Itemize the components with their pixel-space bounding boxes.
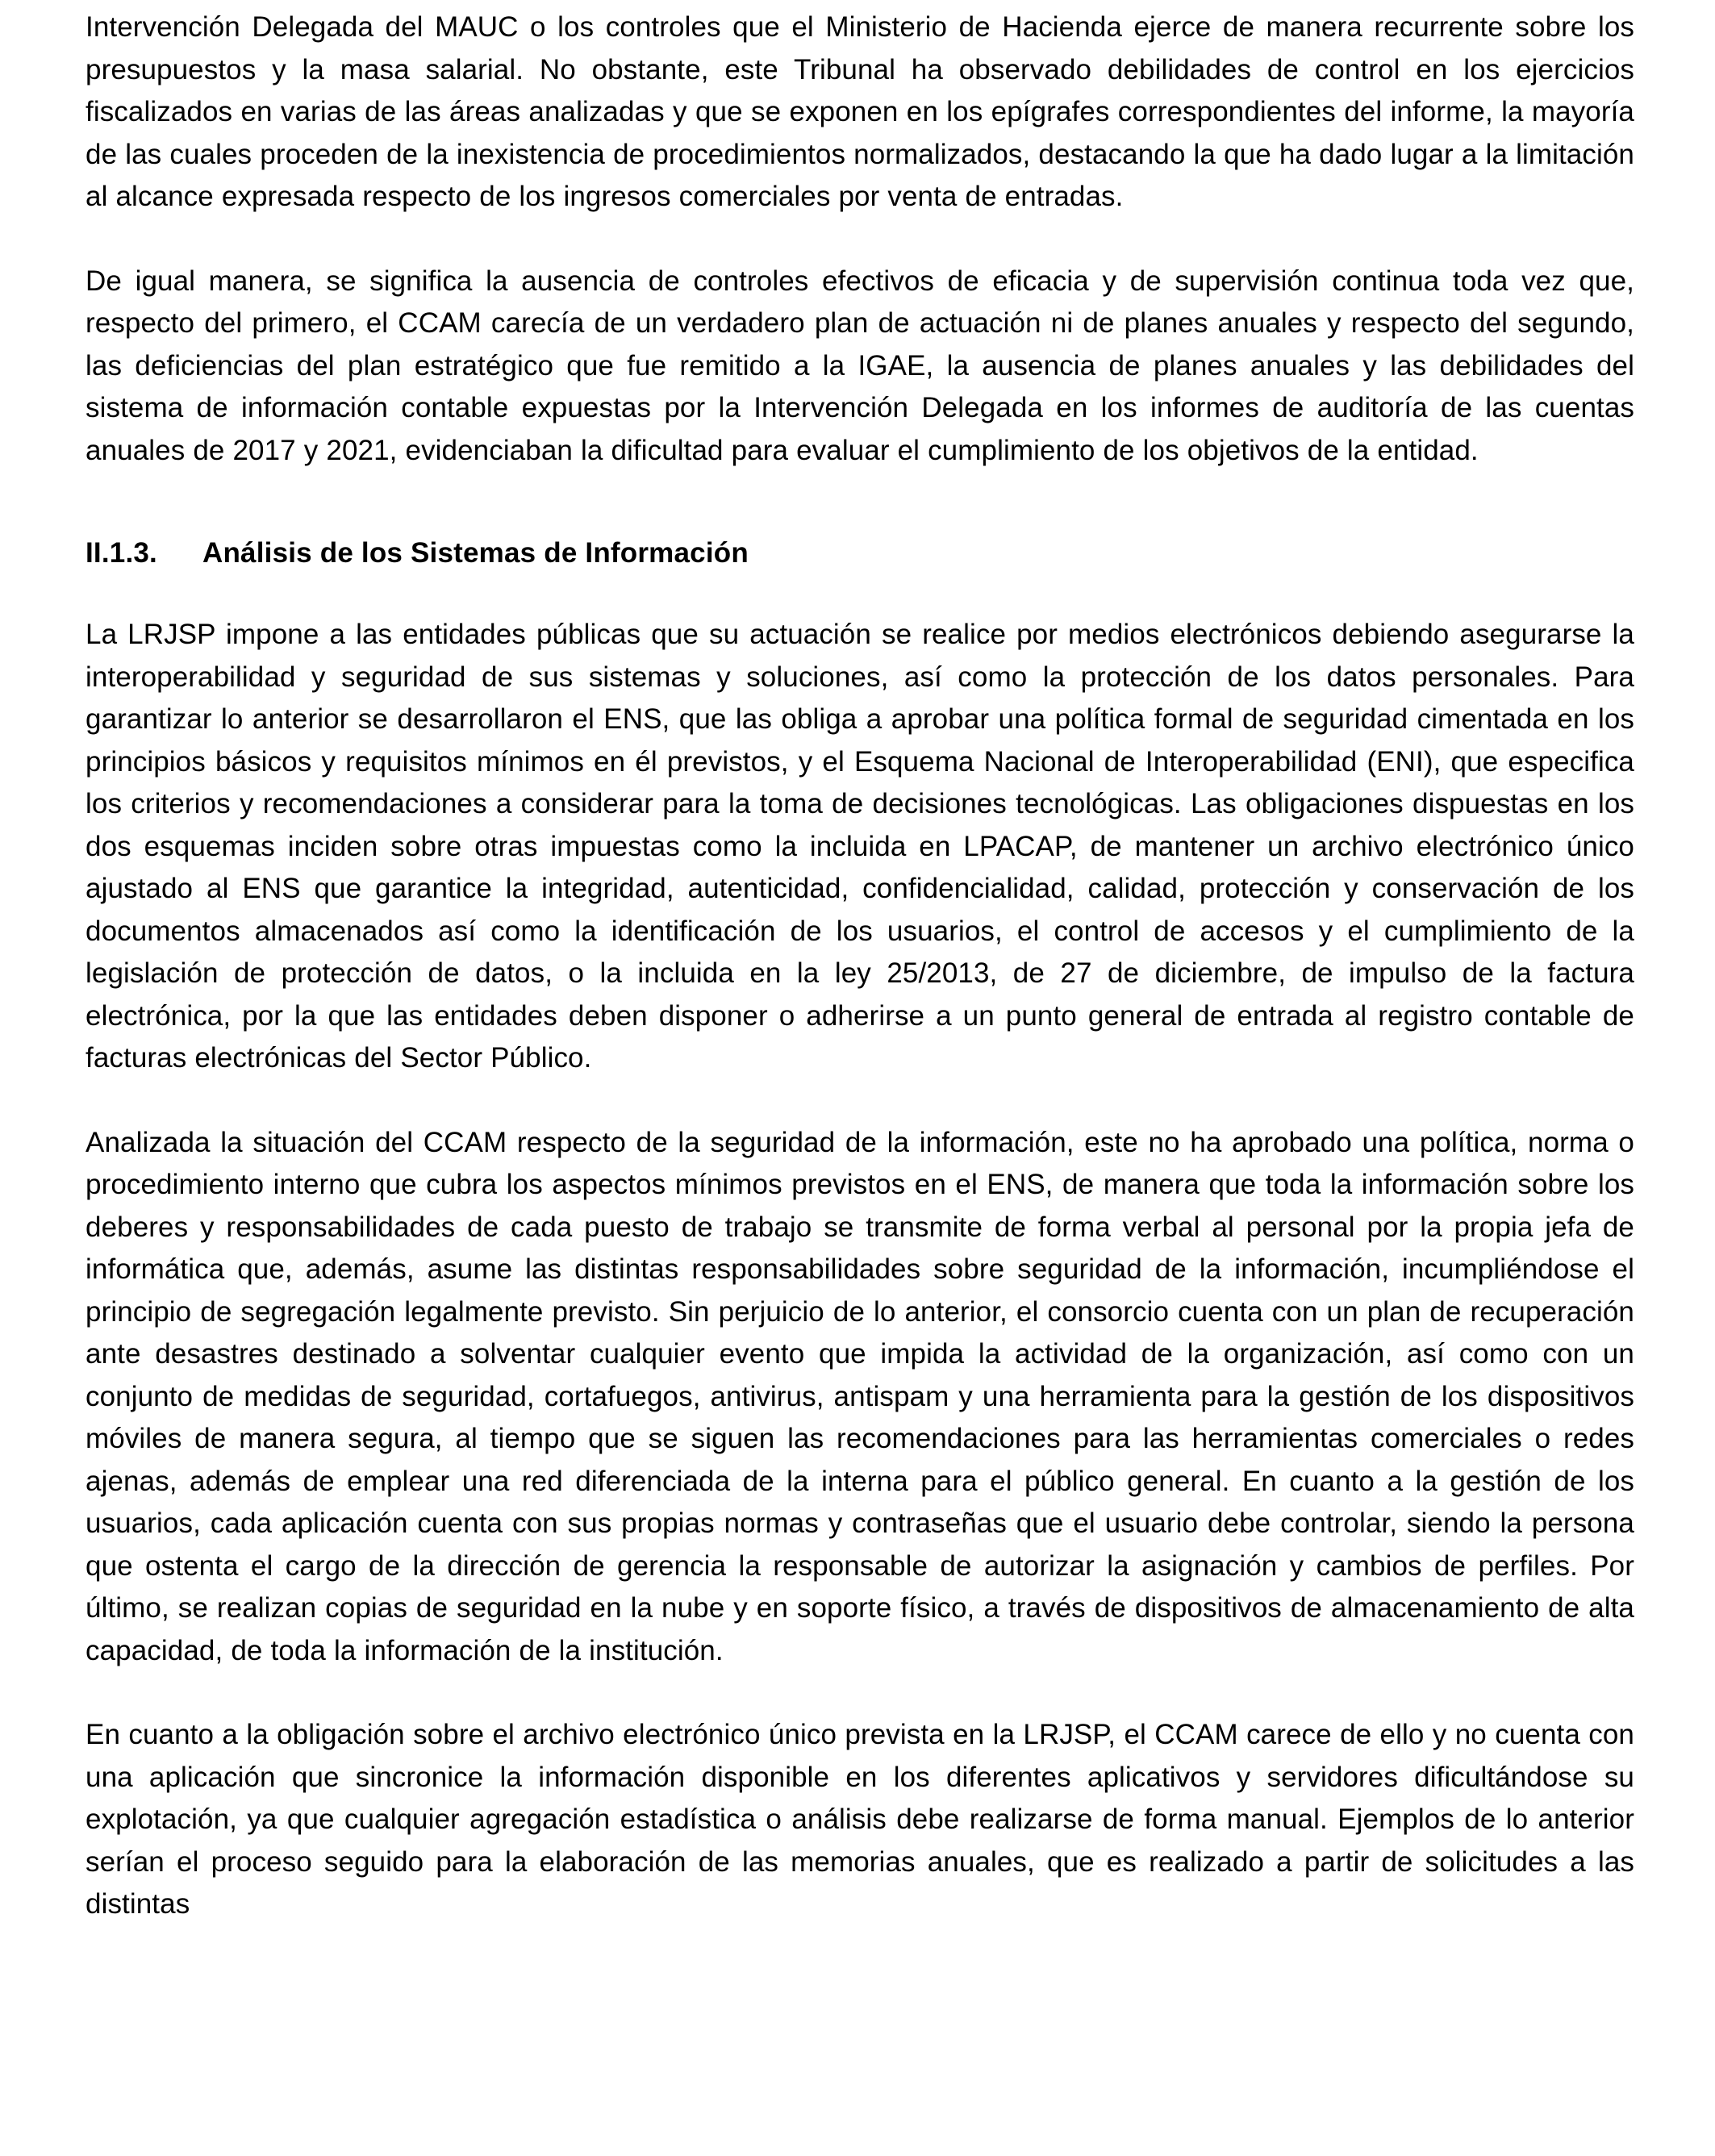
section-heading-analisis-sistemas-informacion: [86, 533, 1634, 573]
section-heading-title: Análisis de los Sistemas de Información: [202, 537, 749, 569]
page-content-column: [86, 6, 1634, 1926]
paragraph-situacion-ccam-seguridad: Analizada la situación del CCAM respecto de la seguridad de la información, este no ha aprobado una política, norma o procedimiento interno que cubra los aspectos mínimos previstos en el ENS, de manera que toda la información sobre los deberes y responsabilidades de cada puesto de trabajo se transmite de forma verbal al personal por la propia jefa de informática que, además, asume las distintas responsabilidades sobre seguridad de la información, incumpliéndose el principio de segregación legalmente previsto. Sin perjuicio de lo anterior, el consorcio cuenta con un plan de recuperación ante desastres destinado a solventar cualquier evento que impida la actividad de la organización, así como con un conjunto de medidas de seguridad, cortafuegos, antivirus, antispam y una herramienta para la gestión de los dispositivos móviles de manera segura, al tiempo que se siguen las recomendaciones para las herramientas comerciales o redes ajenas, además de emplear una red diferenciada de la interna para el público general. En cuanto a la gestión de los usuarios, cada aplicación cuenta con sus propias normas y contraseñas que el usuario debe controlar, siendo la persona que ostenta el cargo de la dirección de gerencia la responsable de autorizar la asignación y cambios de perfiles. Por último, se realizan copias de seguridad en la nube y en soporte físico, a través de dispositivos de almacenamiento de alta capacidad, de toda la información de la institución.: [86, 1126, 1634, 1666]
paragraph-controles-efectivos: De igual manera, se significa la ausencia de controles efectivos de eficacia y de supervisión continua toda vez que, respecto del primero, el CCAM carecía de un verdadero plan de actuación ni de planes anuales y respecto del segundo, las deficiencias del plan estratégico que fue remitido a la IGAE, la ausencia de planes anuales y las debilidades del sistema de información contable expuestas por la Intervención Delegada en los informes de auditoría de las cuentas anuales de 2017 y 2021, evidenciaban la dificultad para evaluar el cumplimiento de los objetivos de la entidad.: [86, 265, 1634, 466]
paragraph-archivo-electronico-unico: En cuanto a la obligación sobre el archivo electrónico único prevista en la LRJSP, el CCAM carece de ello y no cuenta con una aplicación que sincronice la información disponible en los diferentes aplicativos y servidores dificultándose su explotación, ya que cualquier agregación estadística o análisis debe realizarse de forma manual. Ejemplos de lo anterior serían el proceso seguido para la elaboración de las memorias anuales, que es realizado a partir de solicitudes a las distintas: [86, 1719, 1634, 1920]
section-heading-number: II.1.3.: [86, 537, 157, 569]
paragraph-intervencion-delegada: Intervención Delegada del MAUC o los controles que el Ministerio de Hacienda ejerce de manera recurrente sobre los presupuestos y la masa salarial. No obstante, este Tribunal ha observado debilidades de control en los ejercicios fiscalizados en varias de las áreas analizadas y que se exponen en los epígrafes correspondientes del informe, la mayoría de las cuales proceden de la inexistencia de procedimientos normalizados, destacando la que ha dado lugar a la limitación al alcance expresada respecto de los ingresos comerciales por venta de entradas.: [86, 11, 1634, 212]
paragraph-lrjsp-medios-electronicos: La LRJSP impone a las entidades públicas que su actuación se realice por medios electrónicos debiendo asegurarse la interoperabilidad y seguridad de sus sistemas y soluciones, así como la protección de los datos personales. Para garantizar lo anterior se desarrollaron el ENS, que las obliga a aprobar una política formal de seguridad cimentada en los principios básicos y requisitos mínimos en él previstos, y el Esquema Nacional de Interoperabilidad (ENI), que especifica los criterios y recomendaciones a considerar para la toma de decisiones tecnológicas. Las obligaciones dispuestas en los dos esquemas inciden sobre otras impuestas como la incluida en LPACAP, de mantener un archivo electrónico único ajustado al ENS que garantice la integridad, autenticidad, confidencialidad, calidad, protección y conservación de los documentos almacenados así como la identificación de los usuarios, el control de accesos y el cumplimiento de la legislación de protección de datos, o la incluida en la ley 25/2013, de 27 de diciembre, de impulso de la factura electrónica, por la que las entidades deben disponer o adherirse a un punto general de entrada al registro contable de facturas electrónicas del Sector Público.: [86, 619, 1634, 1074]
heading-spacer: [86, 514, 1634, 533]
